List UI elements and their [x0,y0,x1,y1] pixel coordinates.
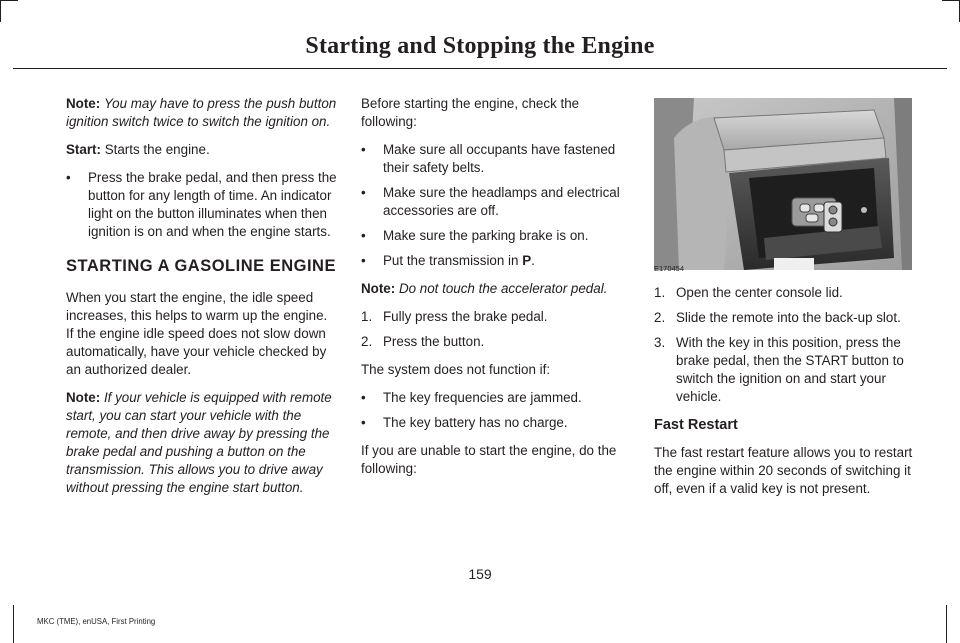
note-label: Note: [361,281,396,296]
header-rule [13,68,947,69]
crop-mark [0,0,18,1]
fast-restart-text: The fast restart feature allows you to restart the engine within 20 seconds of switching it off, even if a valid key is not present. [654,445,913,496]
note-remote-start [66,389,338,497]
column-1 [66,95,338,507]
start-definition [66,141,338,159]
list-item: • Press the brake pedal, and then press the button for any length of time. An indicator light on the button illuminates when then ignition is on and when the engine starts. [66,170,337,239]
crop-mark [942,0,960,1]
bullet-marker: • [361,415,366,430]
crop-mark [13,605,14,643]
bullet-marker: • [361,390,366,405]
list-item: 2. Slide the remote into the back-up slot. [654,310,901,325]
list-item: • The key battery has no charge. [361,415,568,430]
bullet-marker: • [66,170,71,185]
footer-printing-info: MKC (TME), enUSA, First Printing [37,617,156,626]
list-item: 1. Fully press the brake pedal. [361,309,548,324]
list-item: • Make sure the headlamps and electrical accessories are off. [361,185,620,218]
bullet-marker: • [361,185,366,200]
section-heading: STARTING A GASOLINE ENGINE [66,257,336,275]
column-2 [361,95,633,488]
checklist-intro: Before starting the engine, check the following: [361,96,580,129]
list-item: • Make sure all occupants have fastened their safety belts. [361,142,616,175]
step-number: 1. [361,309,373,324]
note-label: Note: [66,390,101,405]
note-text: If your vehicle is equipped with remote start, you can start your vehicle with the remote, and then drive away by pressing the brake pedal and pushing a button on the transmission. This allows you to drive away without pressing the engine start button. [66,390,332,495]
note-ignition [66,95,338,131]
checklist [361,141,633,270]
page-number: 159 [468,566,492,582]
no-function-intro: The system does not function if: [361,362,551,377]
list-item: • Put the transmission in P. [361,253,535,268]
page-header-title: Starting and Stopping the Engine [305,33,655,59]
bullet-marker: • [361,228,366,243]
note-text: You may have to press the push button ignition switch twice to switch the ignition on. [66,96,337,129]
backup-slot-steps [654,284,928,406]
step-number: 2. [654,310,666,325]
step-number: 3. [654,335,666,350]
step-number: 1. [654,285,666,300]
start-bullets [66,169,338,241]
bullet-marker: • [361,142,366,157]
note-accelerator [361,280,633,298]
note-label: Note: [66,96,101,111]
paragraph-idle-speed: When you start the engine, the idle speed increases, this helps to warm up the engine. If the engine idle speed does not slow down automatically, have your vehicle checked by an authorized dealer. [66,290,328,377]
figure-id: E170454 [654,264,685,273]
column-3 [654,284,928,508]
start-text: Starts the engine. [104,142,210,157]
crop-mark [0,0,1,22]
unable-to-start-text: If you are unable to start the engine, do the following: [361,443,617,476]
start-label: Start: [66,142,101,157]
list-item: 2. Press the button. [361,334,485,349]
subsection-heading: Fast Restart [654,417,738,433]
no-function-list [361,389,633,432]
list-item: • The key frequencies are jammed. [361,390,582,405]
list-item: 1. Open the center console lid. [654,285,843,300]
center-console-illustration [654,98,912,270]
list-item: 3. With the key in this position, press the brake pedal, then the START button to switch the ignition on and start your vehicle. [654,335,904,404]
start-steps [361,308,633,351]
step-number: 2. [361,334,373,349]
list-item: • Make sure the parking brake is on. [361,228,589,243]
note-text: Do not touch the accelerator pedal. [398,281,608,296]
bullet-marker: • [361,253,366,268]
crop-mark [946,605,947,643]
